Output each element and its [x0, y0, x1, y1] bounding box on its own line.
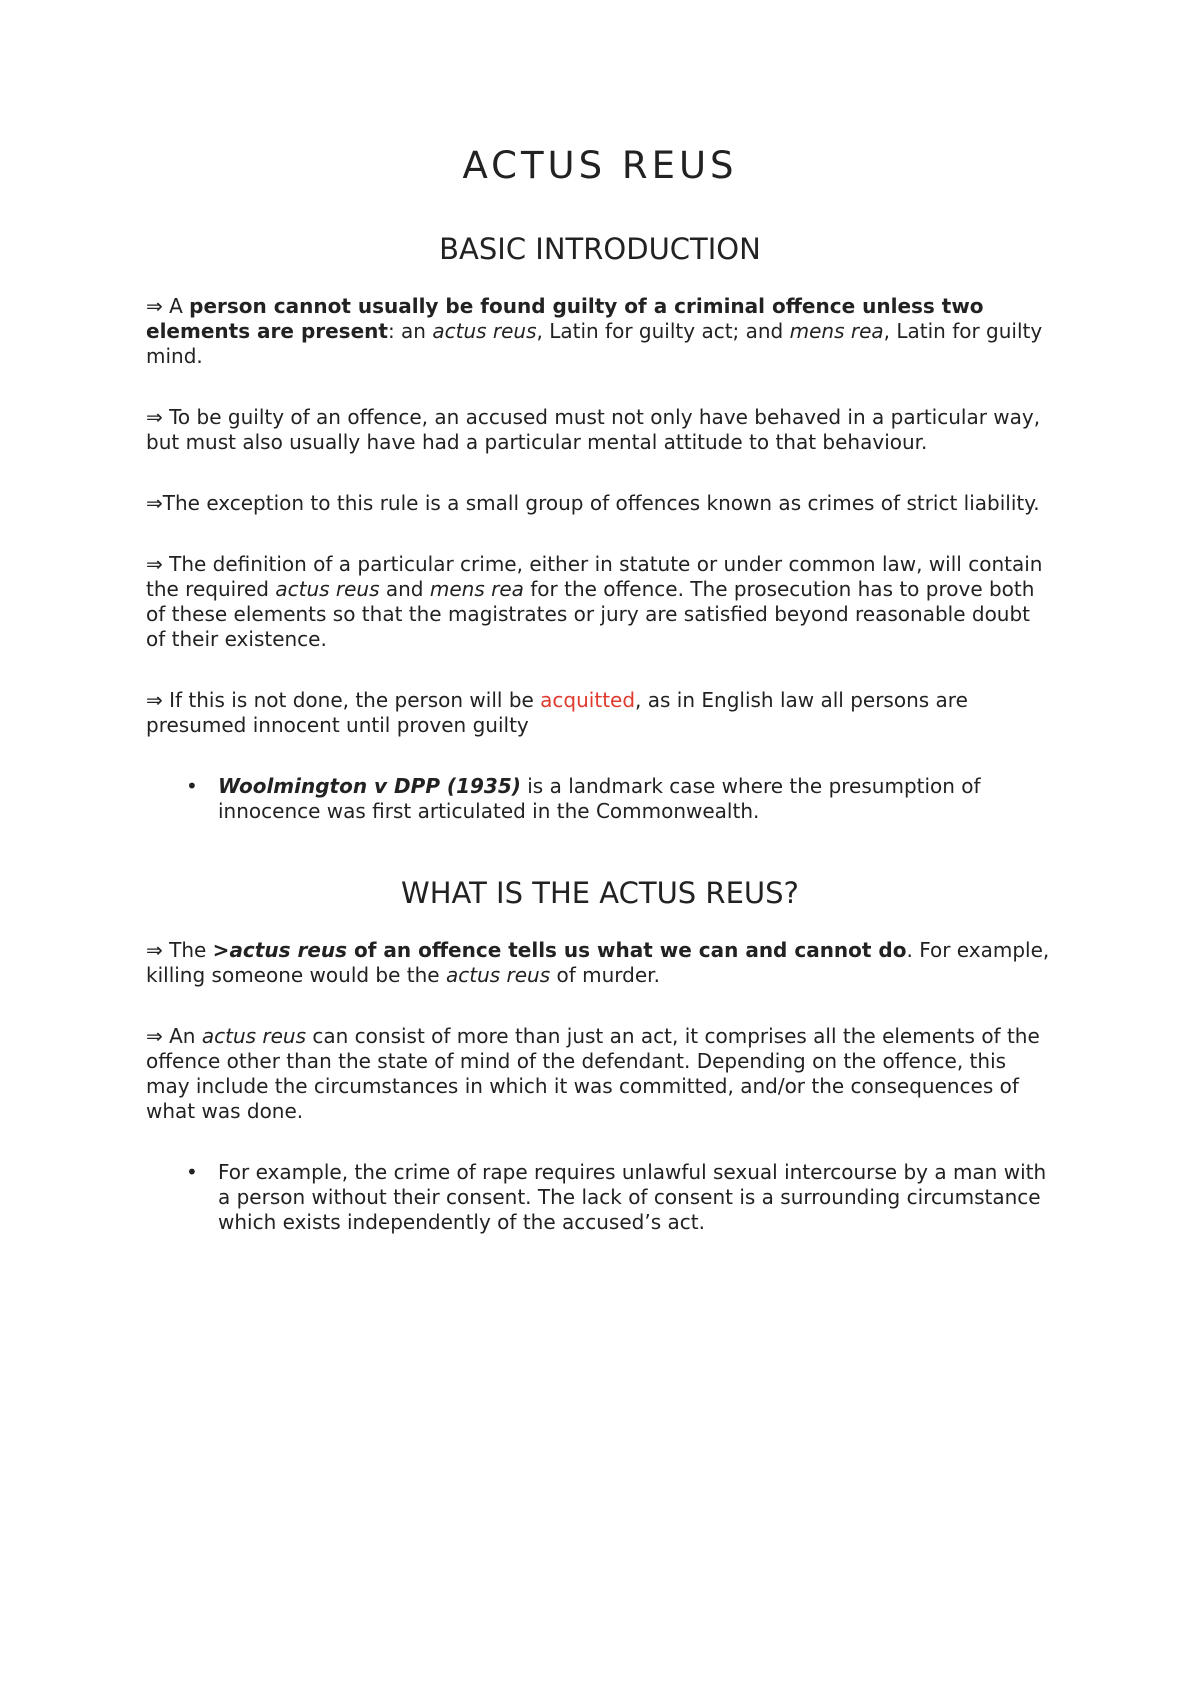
- arrow-text: ⇒ A: [146, 294, 190, 318]
- paragraph-actus-reus-elements: [146, 1024, 1054, 1124]
- italic-term: mens rea: [429, 577, 524, 601]
- plain-text: , as in English law all persons are presumed innocent until proven guilty: [146, 688, 968, 737]
- document-title: ACTUS REUS: [462, 144, 738, 187]
- plain-text: ⇒ An: [146, 1024, 202, 1048]
- arrow-text: ⇒ The: [146, 938, 213, 962]
- paragraph-actus-reus-definition: [146, 938, 1054, 988]
- list-item: [146, 1160, 1054, 1235]
- italic-term: actus reus: [275, 577, 380, 601]
- list-item: [146, 774, 1054, 824]
- italic-term: actus reus: [432, 319, 537, 343]
- bullet-list-examples: [146, 1160, 1054, 1235]
- plain-text: ⇒ The definition of a particular crime, either in statute or under common law, will contain the required: [146, 552, 1043, 601]
- plain-text: . For example, killing someone would be the: [146, 938, 1050, 987]
- plain-text: for the offence. The prosecution has to prove both of these elements so that the magistrates or jury are satisfied beyond reasonable doubt of their existence.: [146, 577, 1035, 651]
- bold-text: of an offence tells us what we can and cannot do: [347, 938, 907, 962]
- plain-text: , Latin for guilty act; and: [536, 319, 790, 343]
- plain-text: is a landmark case where the presumption of innocence was first articulated in the Commonwealth.: [218, 774, 981, 823]
- bullet-icon: •: [186, 1160, 198, 1184]
- section-heading-basic-introduction: BASIC INTRODUCTION: [439, 232, 761, 266]
- plain-text: of murder.: [550, 963, 660, 987]
- bold-text: >: [212, 938, 230, 962]
- bold-italic-term: actus reus: [229, 938, 348, 962]
- paragraph-guilt-requirements: ⇒ To be guilty of an offence, an accused must not only have behaved in a particular way, but must also usually have had a particular mental attitude to that behaviour.: [146, 405, 1041, 454]
- paragraph-definition-of-crime: [146, 552, 1054, 652]
- italic-term: actus reus: [201, 1024, 307, 1048]
- bold-text: person cannot usually be found guilty of a criminal offence unless two elements are present: [146, 294, 984, 343]
- italic-term: mens rea: [789, 319, 884, 343]
- plain-text: and: [379, 577, 430, 601]
- case-citation: Woolmington v DPP (1935): [218, 774, 521, 798]
- italic-term: actus reus: [445, 963, 551, 987]
- plain-text: For example, the crime of rape requires unlawful sexual intercourse by a man with a person without their consent. The lack of consent is a surrounding circumstance which exists independently of the accused’s act.: [218, 1160, 1047, 1234]
- plain-text: , Latin for guilty mind.: [146, 319, 1043, 368]
- highlighted-term-acquitted: acquitted: [540, 688, 636, 712]
- section-heading-what-is-actus-reus: WHAT IS THE ACTUS REUS?: [401, 876, 799, 910]
- plain-text: ⇒ If this is not done, the person will be: [146, 688, 541, 712]
- bullet-list-cases: [146, 774, 1054, 824]
- paragraph-acquittal: [146, 688, 1054, 738]
- plain-text: : an: [387, 319, 433, 343]
- paragraph-strict-liability: ⇒The exception to this rule is a small group of offences known as crimes of strict liability.: [146, 491, 1040, 515]
- plain-text: can consist of more than just an act, it comprises all the elements of the offence other than the state of mind of the defendant. Depending on the offence, this may include the circumstances in which it was committed, and/or the consequences of what was done.: [146, 1024, 1040, 1123]
- paragraph-elements-of-crime: [146, 294, 1054, 369]
- bullet-icon: •: [186, 774, 198, 798]
